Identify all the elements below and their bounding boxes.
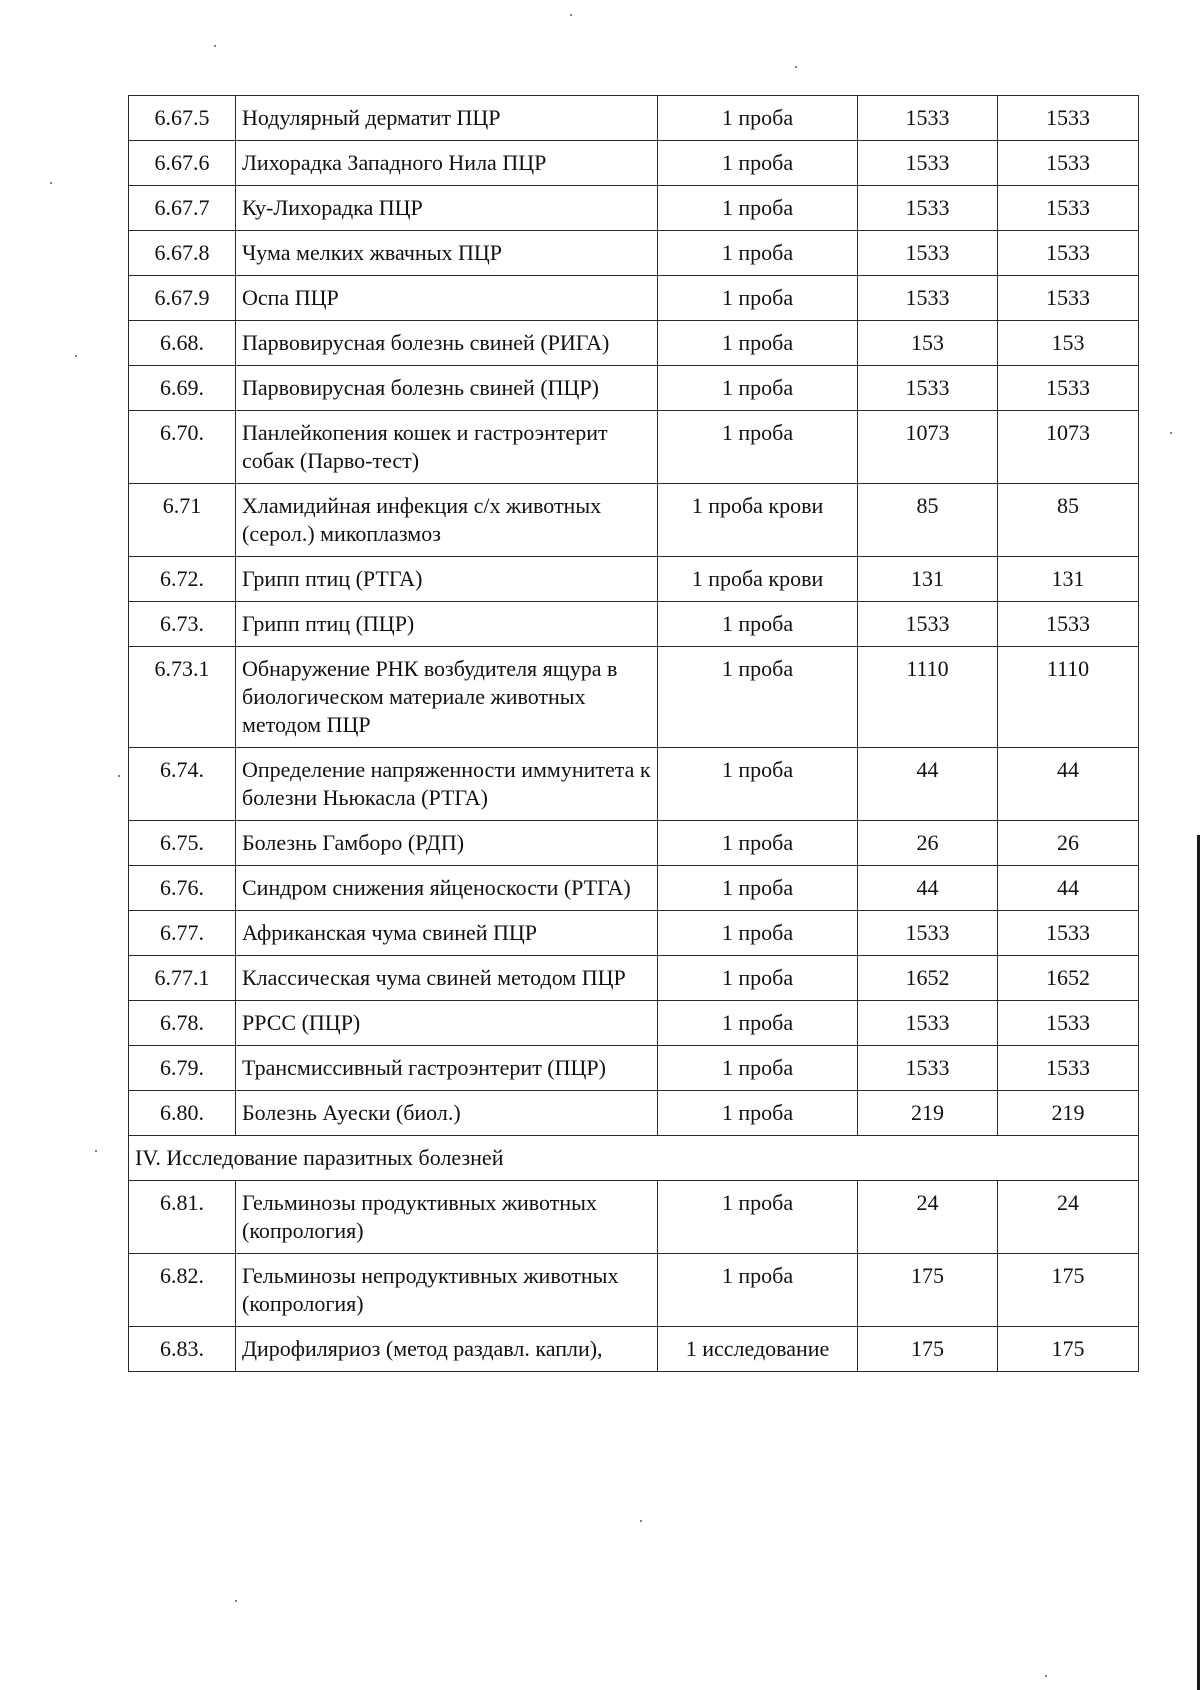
- row-price-1-cell: 1073: [858, 411, 998, 484]
- table-row: [129, 866, 1139, 911]
- row-unit-cell: 1 проба: [658, 647, 858, 748]
- row-code-cell: 6.82.: [129, 1254, 236, 1327]
- table-row: [129, 647, 1139, 748]
- row-name-cell: Грипп птиц (РТГА): [236, 557, 658, 602]
- table-row: [129, 276, 1139, 321]
- row-unit-cell: 1 проба: [658, 141, 858, 186]
- row-price-1-cell: 1533: [858, 1001, 998, 1046]
- table-row: [129, 821, 1139, 866]
- row-name-cell: Африканская чума свиней ПЦР: [236, 911, 658, 956]
- table-row: [129, 748, 1139, 821]
- price-table: [128, 95, 1139, 1372]
- row-unit-cell: 1 проба: [658, 911, 858, 956]
- scan-speck: [1045, 1675, 1047, 1677]
- row-price-1-cell: 153: [858, 321, 998, 366]
- row-price-2-cell: 219: [998, 1091, 1139, 1136]
- scan-speck: [214, 45, 216, 47]
- row-price-1-cell: 1652: [858, 956, 998, 1001]
- row-unit-cell: 1 проба: [658, 411, 858, 484]
- row-price-2-cell: 1533: [998, 911, 1139, 956]
- row-code-cell: 6.80.: [129, 1091, 236, 1136]
- row-unit-cell: 1 проба: [658, 602, 858, 647]
- table-row: [129, 141, 1139, 186]
- row-code-cell: 6.78.: [129, 1001, 236, 1046]
- row-price-2-cell: 1533: [998, 366, 1139, 411]
- row-name-cell: Гельминозы непродуктивных животных (копрология): [236, 1254, 658, 1327]
- row-price-1-cell: 1110: [858, 647, 998, 748]
- row-price-1-cell: 175: [858, 1254, 998, 1327]
- row-code-cell: 6.67.8: [129, 231, 236, 276]
- row-name-cell: Определение напряженности иммунитета к болезни Ньюкасла (РТГА): [236, 748, 658, 821]
- row-unit-cell: 1 проба: [658, 96, 858, 141]
- row-unit-cell: 1 проба: [658, 186, 858, 231]
- row-code-cell: 6.68.: [129, 321, 236, 366]
- row-code-cell: 6.73.1: [129, 647, 236, 748]
- row-price-2-cell: 26: [998, 821, 1139, 866]
- section-heading: IV. Исследование паразитных болезней: [129, 1136, 1139, 1181]
- row-price-1-cell: 1533: [858, 96, 998, 141]
- scan-speck: [1170, 432, 1172, 434]
- row-price-1-cell: 1533: [858, 186, 998, 231]
- row-name-cell: Оспа ПЦР: [236, 276, 658, 321]
- scan-speck: [795, 66, 797, 68]
- row-name-cell: Хламидийная инфекция с/х животных (серол.) микоплазмоз: [236, 484, 658, 557]
- row-unit-cell: 1 проба: [658, 748, 858, 821]
- scan-speck: [640, 1520, 642, 1522]
- table-row: [129, 321, 1139, 366]
- row-unit-cell: 1 проба: [658, 1181, 858, 1254]
- table-row: [129, 1091, 1139, 1136]
- row-code-cell: 6.72.: [129, 557, 236, 602]
- table-row: [129, 186, 1139, 231]
- row-name-cell: Ку-Лихорадка ПЦР: [236, 186, 658, 231]
- row-unit-cell: 1 проба: [658, 1001, 858, 1046]
- row-name-cell: Классическая чума свиней методом ПЦР: [236, 956, 658, 1001]
- row-unit-cell: 1 проба крови: [658, 484, 858, 557]
- row-unit-cell: 1 проба: [658, 321, 858, 366]
- row-code-cell: 6.67.5: [129, 96, 236, 141]
- row-unit-cell: 1 исследование: [658, 1327, 858, 1372]
- row-name-cell: Дирофиляриоз (метод раздавл. капли),: [236, 1327, 658, 1372]
- table-row: [129, 96, 1139, 141]
- row-price-1-cell: 131: [858, 557, 998, 602]
- row-unit-cell: 1 проба: [658, 1254, 858, 1327]
- scan-speck: [235, 1600, 237, 1602]
- row-price-2-cell: 131: [998, 557, 1139, 602]
- row-price-2-cell: 1533: [998, 1046, 1139, 1091]
- table-row: [129, 1327, 1139, 1372]
- row-price-1-cell: 1533: [858, 231, 998, 276]
- row-code-cell: 6.73.: [129, 602, 236, 647]
- row-price-2-cell: 44: [998, 866, 1139, 911]
- row-price-2-cell: 24: [998, 1181, 1139, 1254]
- row-price-2-cell: 175: [998, 1254, 1139, 1327]
- table-row: [129, 602, 1139, 647]
- row-unit-cell: 1 проба: [658, 366, 858, 411]
- row-price-1-cell: 44: [858, 748, 998, 821]
- scan-speck: [118, 775, 120, 777]
- row-name-cell: Синдром снижения яйценоскости (РТГА): [236, 866, 658, 911]
- row-unit-cell: 1 проба: [658, 1046, 858, 1091]
- row-price-2-cell: 1533: [998, 141, 1139, 186]
- scan-speck: [95, 1150, 97, 1152]
- row-price-1-cell: 44: [858, 866, 998, 911]
- row-price-2-cell: 1533: [998, 231, 1139, 276]
- table-row: [129, 411, 1139, 484]
- row-price-2-cell: 1533: [998, 602, 1139, 647]
- row-price-2-cell: 1073: [998, 411, 1139, 484]
- table-row: [129, 956, 1139, 1001]
- row-price-1-cell: 1533: [858, 141, 998, 186]
- row-unit-cell: 1 проба крови: [658, 557, 858, 602]
- row-price-2-cell: 1110: [998, 647, 1139, 748]
- table-row: [129, 911, 1139, 956]
- row-price-1-cell: 24: [858, 1181, 998, 1254]
- row-name-cell: Обнаружение РНК возбудителя ящура в биологическом материале животных методом ПЦР: [236, 647, 658, 748]
- table-row: [129, 1001, 1139, 1046]
- scan-speck: [50, 182, 52, 184]
- row-name-cell: Панлейкопения кошек и гастроэнтерит собак (Парво-тест): [236, 411, 658, 484]
- row-price-1-cell: 85: [858, 484, 998, 557]
- row-price-2-cell: 1533: [998, 1001, 1139, 1046]
- row-price-2-cell: 153: [998, 321, 1139, 366]
- row-code-cell: 6.81.: [129, 1181, 236, 1254]
- row-code-cell: 6.74.: [129, 748, 236, 821]
- table-row: [129, 1046, 1139, 1091]
- row-code-cell: 6.71: [129, 484, 236, 557]
- row-unit-cell: 1 проба: [658, 276, 858, 321]
- row-code-cell: 6.83.: [129, 1327, 236, 1372]
- row-unit-cell: 1 проба: [658, 866, 858, 911]
- table-row: [129, 557, 1139, 602]
- row-code-cell: 6.77.1: [129, 956, 236, 1001]
- row-price-1-cell: 1533: [858, 602, 998, 647]
- price-table-body: [129, 96, 1139, 1372]
- row-name-cell: Парвовирусная болезнь свиней (ПЦР): [236, 366, 658, 411]
- section-row: [129, 1136, 1139, 1181]
- row-code-cell: 6.67.7: [129, 186, 236, 231]
- row-name-cell: Парвовирусная болезнь свиней (РИГА): [236, 321, 658, 366]
- table-row: [129, 484, 1139, 557]
- row-price-1-cell: 1533: [858, 1046, 998, 1091]
- scan-speck: [75, 355, 77, 357]
- row-name-cell: Нодулярный дерматит ПЦР: [236, 96, 658, 141]
- row-price-1-cell: 1533: [858, 276, 998, 321]
- row-price-2-cell: 1533: [998, 276, 1139, 321]
- row-name-cell: Лихорадка Западного Нила ПЦР: [236, 141, 658, 186]
- row-unit-cell: 1 проба: [658, 956, 858, 1001]
- row-price-1-cell: 1533: [858, 366, 998, 411]
- row-code-cell: 6.79.: [129, 1046, 236, 1091]
- row-name-cell: Чума мелких жвачных ПЦР: [236, 231, 658, 276]
- row-code-cell: 6.76.: [129, 866, 236, 911]
- row-name-cell: Болезнь Ауески (биол.): [236, 1091, 658, 1136]
- row-price-2-cell: 1533: [998, 96, 1139, 141]
- row-name-cell: Трансмиссивный гастроэнтерит (ПЦР): [236, 1046, 658, 1091]
- row-code-cell: 6.77.: [129, 911, 236, 956]
- row-code-cell: 6.69.: [129, 366, 236, 411]
- row-price-2-cell: 85: [998, 484, 1139, 557]
- row-name-cell: Болезнь Гамборо (РДП): [236, 821, 658, 866]
- row-unit-cell: 1 проба: [658, 231, 858, 276]
- row-unit-cell: 1 проба: [658, 821, 858, 866]
- table-row: [129, 366, 1139, 411]
- row-price-1-cell: 26: [858, 821, 998, 866]
- row-price-1-cell: 175: [858, 1327, 998, 1372]
- row-unit-cell: 1 проба: [658, 1091, 858, 1136]
- scan-speck: [570, 14, 572, 16]
- row-code-cell: 6.75.: [129, 821, 236, 866]
- table-row: [129, 1181, 1139, 1254]
- row-price-1-cell: 219: [858, 1091, 998, 1136]
- row-price-2-cell: 175: [998, 1327, 1139, 1372]
- row-code-cell: 6.70.: [129, 411, 236, 484]
- row-name-cell: Грипп птиц (ПЦР): [236, 602, 658, 647]
- row-code-cell: 6.67.9: [129, 276, 236, 321]
- row-price-2-cell: 1533: [998, 186, 1139, 231]
- row-price-2-cell: 44: [998, 748, 1139, 821]
- row-name-cell: РРСС (ПЦР): [236, 1001, 658, 1046]
- row-code-cell: 6.67.6: [129, 141, 236, 186]
- table-row: [129, 231, 1139, 276]
- table-row: [129, 1254, 1139, 1327]
- row-price-2-cell: 1652: [998, 956, 1139, 1001]
- row-price-1-cell: 1533: [858, 911, 998, 956]
- row-name-cell: Гельминозы продуктивных животных (копрология): [236, 1181, 658, 1254]
